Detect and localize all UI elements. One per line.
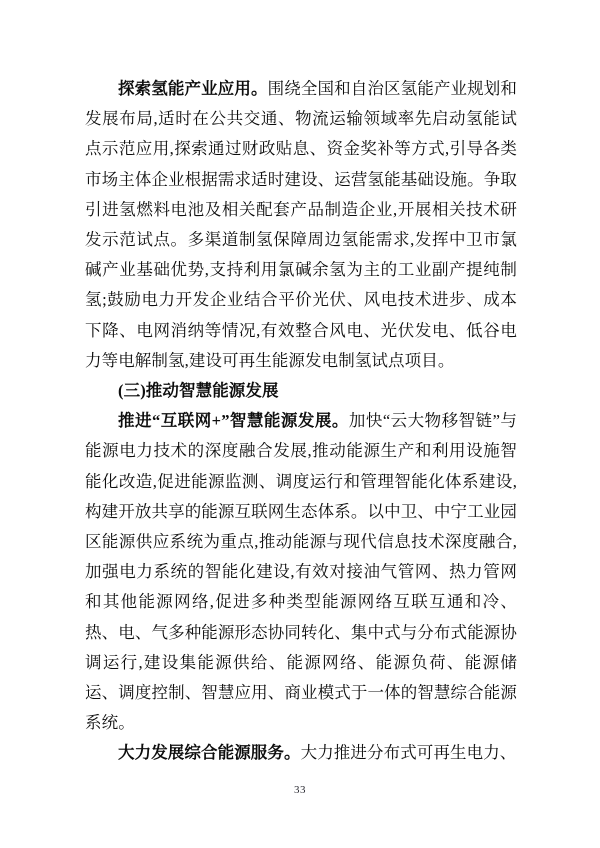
lead-in-text: 探索氢能产业应用。 — [118, 79, 268, 98]
document-body — [85, 74, 517, 769]
section-heading — [85, 376, 517, 406]
lead-in-text: (三)推动智慧能源发展 — [118, 381, 279, 401]
paragraph — [85, 738, 517, 768]
lead-in-text: 大力发展综合能源服务。 — [118, 743, 301, 763]
paragraph — [85, 74, 517, 376]
body-text: 大力推进分布式可再生电力、 — [300, 743, 517, 763]
page-number: 33 — [294, 784, 306, 796]
paragraph — [85, 406, 517, 738]
body-text: 加快“云大物移智链”与能源电力技术的深度融合发展,推动能源生产和利用设施智能化改造,促进能源监测、调度运行和管理智能化体系建设,构建开放共享的能源互联网生态体系。以中卫、中宁工业园区能源供应系统为重点,推动能源与现代信息技术深度融合,加强电力系统的智能化建设,有效对接油气管网、热力管网和其他能源网络,促进多种类型能源网络互联互通和冷、热、电、气多种能源形态协同转化、集中式与分布式能源协调运行,建设集能源供给、能源网络、能源负荷、能源储运、调度控制、智慧应用、商业模式于一体的智慧综合能源系统。 — [85, 411, 517, 733]
body-text: 围绕全国和自治区氢能产业规划和发展布局,适时在公共交通、物流运输领域率先启动氢能试点示范应用,探索通过财政贴息、资金奖补等方式,引导各类市场主体企业根据需求适时建设、运营氢能基础设施。争取引进氢燃料电池及相关配套产品制造企业,开展相关技术研发示范试点。多渠道制氢保障周边氢能需求,发挥中卫市氯碱产业基础优势,支持利用氯碱余氢为主的工业副产提纯制氢;鼓励电力开发企业结合平价光伏、风电技术进步、成本下降、电网消纳等情况,有效整合风电、光伏发电、低谷电力等电解制氢,建设可再生能源发电制氢试点项目。 — [85, 79, 518, 370]
lead-in-text: 推进“互联网+”智慧能源发展。 — [118, 411, 349, 431]
